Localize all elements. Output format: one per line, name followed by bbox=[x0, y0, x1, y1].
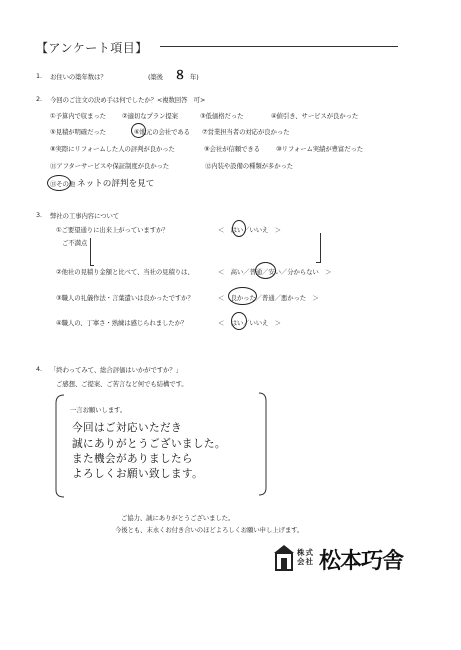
q1-suffix: 年) bbox=[190, 73, 199, 81]
complaint-bracket-left bbox=[90, 238, 91, 266]
q2-option-11: ⑪アフターサービスや保証制度が良かった bbox=[50, 162, 170, 170]
q2-option-8: ⑧実際にリフォームした人の評判が良かった bbox=[50, 145, 175, 153]
q1-question: お住いの築年数は？ bbox=[50, 73, 107, 81]
q1-answer-years: ８ bbox=[174, 68, 187, 82]
q4-opening: 一言お願いします。 bbox=[70, 406, 127, 414]
company-type: 株式会社 bbox=[297, 548, 314, 566]
q3-item-4-label: ④職人の、丁寧さ・熟練は感じられましたか？ bbox=[56, 319, 188, 327]
q2-option-3: ③低価格だった bbox=[200, 112, 244, 120]
q4-number: 4. bbox=[36, 365, 42, 373]
q3-number: 3. bbox=[36, 211, 42, 219]
complaint-bracket-right bbox=[320, 233, 321, 263]
q3-complaint-label: ご不満点 bbox=[62, 239, 88, 247]
comment-box-right-bracket bbox=[259, 393, 266, 495]
q3-item-3-label: ③職人の礼儀作法・言葉遣いは良かったですか？ bbox=[56, 294, 194, 302]
q2-option-9: ⑨会社が信頼できる bbox=[204, 145, 260, 153]
complaint-bracket-right-bottom bbox=[316, 262, 320, 263]
q2-option-1: ①予算内で収まった bbox=[50, 112, 106, 120]
q3-item-2-selection-circle bbox=[255, 262, 276, 279]
house-emblem-icon bbox=[273, 544, 295, 572]
q2-option-13-selection-circle bbox=[47, 175, 71, 191]
q2-option-4: ④値引き、サービスが良かった bbox=[271, 112, 359, 120]
q1-prefix: (築後 bbox=[148, 73, 163, 81]
survey-title: 【アンケート項目】 bbox=[36, 41, 148, 55]
q1-number: 1. bbox=[36, 72, 42, 80]
q3-item-4-choices: ＜ はい／いいえ ＞ bbox=[218, 319, 281, 327]
q3-item-1-selection-circle bbox=[232, 220, 246, 237]
comment-line-4: よろしくお願い致します。 bbox=[72, 468, 204, 480]
q2-option-13: ⑬その他 bbox=[50, 180, 76, 188]
q3-title: 弊社の工事内容について bbox=[50, 212, 120, 220]
header-rule bbox=[160, 46, 398, 47]
q2-option-7: ⑦営業担当者の対応が良かった bbox=[202, 128, 290, 136]
q2-option-6: ⑥地元の会社である bbox=[134, 128, 190, 136]
q3-item-1-label: ①ご要望通りに出来上がっていますか？ bbox=[56, 226, 169, 234]
thanks-line-2: 今後とも、末永くお付き合いのほどよろしくお願い申し上げます。 bbox=[115, 526, 304, 534]
q3-item-1-choices: ＜ はい／いいえ ＞ bbox=[218, 226, 281, 234]
q2-option-12: ⑫内装や設備の種類が多かった bbox=[205, 162, 294, 170]
thanks-line-1: ご協力、誠にありがとうございました。 bbox=[121, 514, 235, 522]
q3-item-2-label: ②他社の見積り金額と比べて、当社の見積りは、 bbox=[56, 268, 194, 276]
q4-prompt: ご感想、ご提案、ご苦言など何でも結構です。 bbox=[56, 380, 188, 388]
comment-line-3: また機会がありましたら bbox=[72, 453, 193, 465]
q2-option-6-selection-circle bbox=[131, 123, 146, 138]
q4-question: 「終わってみて、総合評価はいかがですか？」 bbox=[50, 366, 182, 374]
q3-item-3-choices: ＜ 良かった／普通／悪かった ＞ bbox=[218, 294, 319, 302]
comment-box-left-bracket bbox=[56, 395, 64, 497]
company-name: 松本巧舎 bbox=[319, 548, 404, 574]
q2-option-10: ⑩リフォーム実績が豊富だった bbox=[276, 145, 364, 153]
q3-item-4-selection-circle bbox=[231, 312, 247, 330]
q2-other-answer: ネットの評判を見て bbox=[77, 179, 155, 189]
q2-option-2: ②適切なプラン提案 bbox=[122, 112, 178, 120]
q2-option-5: ⑤見積が明確だった bbox=[50, 128, 106, 136]
q2-number: 2. bbox=[36, 95, 42, 103]
q2-question: 今回のご注文の決め手は何でしたか？<複数回答 可> bbox=[50, 96, 206, 104]
q3-item-2-choices: ＜ 高い／普通／安い／分からない ＞ bbox=[218, 268, 332, 276]
complaint-bracket-left-bottom bbox=[90, 265, 94, 266]
comment-line-2: 誠にありがとうございました。 bbox=[72, 438, 226, 450]
comment-line-1: 今回はご対応いただき bbox=[72, 422, 182, 434]
q3-item-3-selection-circle bbox=[228, 287, 257, 305]
